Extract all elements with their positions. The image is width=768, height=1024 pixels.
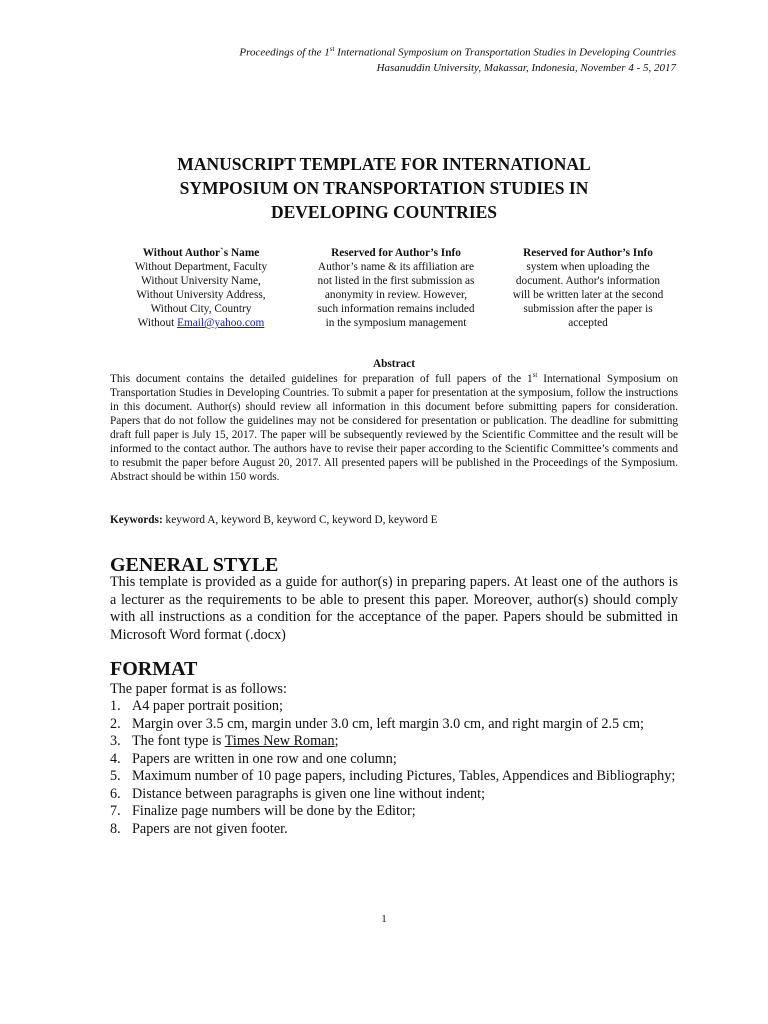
info-line: anonymity in review. However, xyxy=(324,289,468,301)
author-column-2 xyxy=(300,246,492,330)
info-line: document. Author's information xyxy=(515,275,661,287)
list-item: 6. Distance between paragraphs is given one line without indent; xyxy=(110,785,486,802)
title-line: MANUSCRIPT TEMPLATE FOR INTERNATIONAL xyxy=(177,154,591,174)
keywords-value: keyword A, keyword B, keyword C, keyword D, keyword E xyxy=(162,514,438,526)
title-line: DEVELOPING COUNTRIES xyxy=(270,202,498,222)
author-name: Without Author`s Name xyxy=(142,247,260,259)
list-item: 4. Papers are written in one row and one column; xyxy=(110,750,397,767)
section-heading-general-style: GENERAL STYLE xyxy=(110,554,279,576)
info-line: will be written later at the second xyxy=(512,289,664,301)
affiliation-line: Without University Address, xyxy=(136,289,266,301)
running-head-line-2: Hasanuddin University, Makassar, Indonesia, November 4 - 5, 2017 xyxy=(376,61,676,74)
info-line: accepted xyxy=(568,317,608,329)
affiliation-line: Without City, Country xyxy=(150,303,252,315)
list-item: 1. A4 paper portrait position; xyxy=(110,698,283,714)
format-intro: The paper format is as follows: xyxy=(110,681,287,697)
title-line: SYMPOSIUM ON TRANSPORTATION STUDIES IN xyxy=(179,178,589,198)
general-style-paragraph: This template is provided as a guide for author(s) in preparing papers. At least one of the authors is a lecturer as the requirements to be able to present this paper. Moreover, author(s) should comply with all instructions as a condition for the acceptance of the paper. Papers should be submitted in Microsoft Word format (.docx) xyxy=(110,574,678,643)
affiliation-line: Without Department, Faculty xyxy=(134,261,268,273)
page-number: 1 xyxy=(381,913,387,925)
author-name: Reserved for Author’s Info xyxy=(523,247,653,259)
author-column-1 xyxy=(110,246,292,330)
affiliation-line: Without University Name, xyxy=(141,275,261,287)
abstract-heading: Abstract xyxy=(372,358,416,370)
running-head-line-1: Proceedings of the 1st International Symposium on Transportation Studies in Developing Countries xyxy=(239,45,676,59)
info-line: such information remains included xyxy=(317,303,475,315)
keywords-label: Keywords: xyxy=(110,514,163,526)
info-line: Author’s name & its affiliation are xyxy=(317,261,475,273)
list-item: 3. The font type is Times New Roman; xyxy=(110,733,339,749)
author-column-3 xyxy=(498,246,678,330)
list-item: 7. Finalize page numbers will be done by the Editor; xyxy=(110,803,416,819)
info-line: not listed in the first submission as xyxy=(317,275,475,287)
info-line: submission after the paper is xyxy=(523,303,653,315)
format-list xyxy=(110,698,678,838)
email-line: Without Email@yahoo.com xyxy=(137,317,265,329)
info-line: in the symposium management xyxy=(325,317,467,329)
list-item: 8. Papers are not given footer. xyxy=(110,820,288,837)
paper-title xyxy=(110,152,658,224)
list-item: 2. Margin over 3.5 cm, margin under 3.0 cm, left margin 3.0 cm, and right margin of 2.5 cm; xyxy=(110,715,644,732)
email-link[interactable]: Email@yahoo.com xyxy=(177,317,265,329)
info-line: system when uploading the xyxy=(526,261,650,273)
keywords xyxy=(110,513,678,527)
section-heading-format: FORMAT xyxy=(110,658,198,680)
author-name: Reserved for Author’s Info xyxy=(331,247,461,259)
font-name: Times New Roman xyxy=(224,733,335,749)
list-item: 5. Maximum number of 10 page papers, including Pictures, Tables, Appendices and Bibliography; xyxy=(110,768,676,784)
running-head xyxy=(239,42,676,76)
abstract-text: This document contains the detailed guidelines for preparation of full papers of the 1st International Symposium on Transportation Studies in Developing Countries. To submit a paper for presentation at the symposium, follow the instructions in this document. Author(s) should review all information in this document before submitting papers for consideration. Papers that do not follow the guidelines may not be considered for presentation or publication. The deadline for submitting draft full paper is July 15, 2017. The paper will be subsequently reviewed by the Scientific Committee and the result will be informed to the contact author. The authors have to revise their paper according to the Scientific Committee’s comments and to resubmit the paper before August 20, 2017. All presented papers will be published in the Proceedings of the Symposium. Abstract should be within 150 words. xyxy=(110,371,678,483)
